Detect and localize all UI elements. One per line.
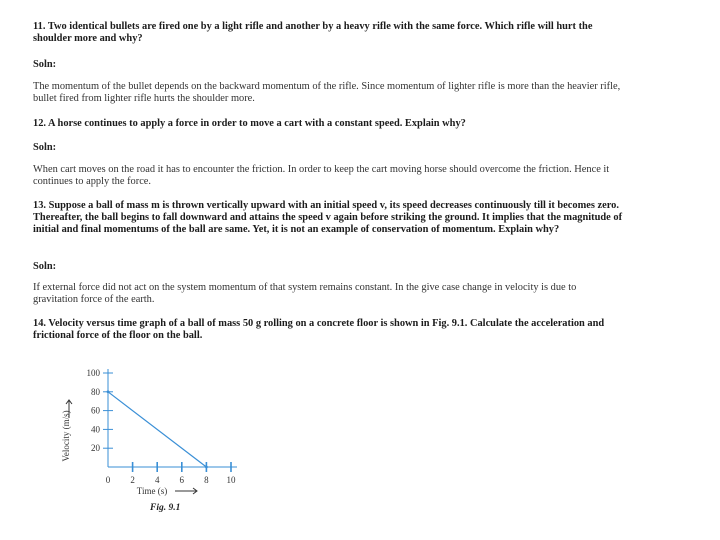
data-point [107, 390, 110, 393]
y-tick-label: 100 [86, 368, 100, 378]
x-axis-label: Time (s) [136, 486, 168, 496]
answer-12: When cart moves on the road it has to encounter the friction. In order to keep the cart moving horse should overcome the friction. Hence it continues to apply the force. [33, 164, 610, 187]
series-line-velocity [108, 392, 206, 467]
series-group [107, 390, 208, 468]
velocity-time-graph [55, 360, 255, 502]
question-12: 12. A horse continues to apply a force in order to move a cart with a constant speed. Explain why? [33, 118, 466, 129]
y-tick-label: 80 [91, 386, 100, 397]
answer-13: If external force did not act on the system momentum of that system remains constant. In the give case change in velocity is due to gravitation force of the earth. [33, 282, 577, 305]
x-tick-label: 10 [226, 475, 236, 485]
question-14: 14. Velocity versus time graph of a ball of mass 50 g rolling on a concrete floor is shown in Fig. 9.1. Calculate the acceleration and frictional force of the floor on the ball. [33, 318, 605, 341]
question-11: 11. Two identical bullets are fired one by a light rifle and another by a heavy rifle with the same force. Which rifle will hurt the shoulder more and why? [33, 21, 593, 44]
y-tick-group [87, 368, 114, 453]
x-tick-group [106, 462, 236, 485]
chart-axes [108, 369, 237, 467]
soln-label-12: Soln: [33, 142, 57, 153]
figure-caption: Fig. 9.1 [150, 503, 181, 513]
x-tick-label: 2 [130, 475, 135, 485]
question-13: 13. Suppose a ball of mass m is thrown vertically upward with an initial speed v, its speed decreases continuously till it becomes zero. Thereafter, the ball begins to fall downward and attains the speed v again before striking the ground. It implies that the magnitude of initial and final momentums of the ball are same. Yet, it is not an example of conservation of momentum. Explain why? [33, 200, 623, 235]
y-tick-label: 40 [91, 424, 100, 435]
soln-label-13: Soln: [33, 261, 57, 272]
x-tick-label: 0 [105, 475, 111, 485]
x-tick-label: 4 [154, 475, 160, 485]
x-axis-arrow-icon [175, 488, 197, 494]
x-tick-label: 8 [204, 475, 209, 485]
soln-label-11: Soln: [33, 59, 57, 70]
y-axis-label: Velocity (m/s) [61, 410, 71, 462]
data-point [205, 466, 208, 469]
y-tick-label: 60 [91, 405, 100, 416]
x-tick-label: 6 [179, 475, 185, 485]
answer-11: The momentum of the bullet depends on the backward momentum of the rifle. Since momentum of lighter rifle is more than the heavier rifle, bullet fired from lighter rifle hurts the shoulder more. [33, 81, 621, 104]
y-tick-label: 20 [91, 443, 100, 454]
